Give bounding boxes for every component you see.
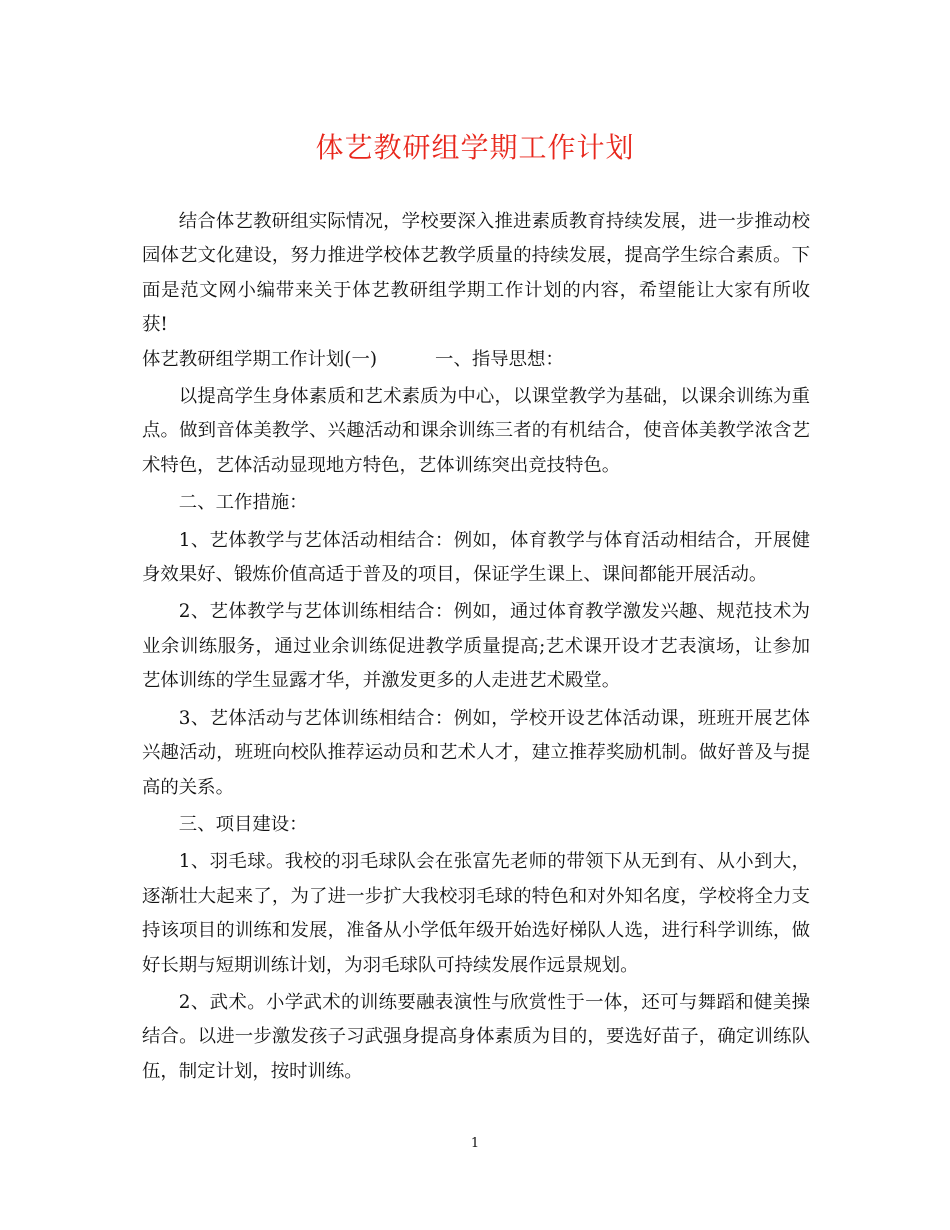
measure-1-paragraph: 1、艺体教学与艺体活动相结合：例如，体育教学与体育活动相结合，开展健身效果好、锻炼价值高适于普及的项目，保证学生课上、课间都能开展活动。 <box>142 529 810 586</box>
project-2-paragraph: 2、武术。小学武术的训练要融表演性与欣赏性于一体，还可与舞蹈和健美操结合。以进一步激发孩子习武强身提高身体素质为目的，要选好苗子，确定训练队伍，制定计划，按时训练。 <box>142 991 810 1082</box>
plan-heading-line <box>142 343 810 377</box>
project-1-paragraph: 1、羽毛球。我校的羽毛球队会在张富先老师的带领下从无到有、从小到大，逐渐壮大起来了，为了进一步扩大我校羽毛球的特色和对外知名度，学校将全力支持该项目的训练和发展，准备从小学低年级开始选好梯队人选，进行科学训练，做好长期与短期训练计划，为羽毛球队可持续发展作远景规划。 <box>142 851 810 976</box>
document-title: 体艺教研组学期工作计划 <box>315 131 635 164</box>
page-number: 1 <box>470 1136 480 1151</box>
section2-heading: 二、工作措施： <box>178 492 308 514</box>
section3-heading: 三、项目建设： <box>178 813 308 835</box>
document-body <box>142 205 810 1089</box>
plan-heading: 体艺教研组学期工作计划(一) <box>142 348 378 370</box>
section1-paragraph: 以提高学生身体素质和艺术素质为中心，以课堂教学为基础，以课余训练为重点。做到音体美教学、兴趣活动和课余训练三者的有机结合，使音体美教学浓含艺术特色，艺体活动显现地方特色，艺体训练突出竞技特色。 <box>142 386 810 476</box>
measure-2-paragraph: 2、艺体教学与艺体训练相结合：例如，通过体育教学激发兴趣、规范技术为业余训练服务，通过业余训练促进教学质量提高;艺术课开设才艺表演场，让参加艺体训练的学生显露才华，并激发更多的人走进艺术殿堂。 <box>142 601 810 692</box>
section1-heading: 一、指导思想： <box>435 348 564 370</box>
measure-3-paragraph: 3、艺体活动与艺体训练相结合：例如，学校开设艺体活动课，班班开展艺体兴趣活动，班班向校队推荐运动员和艺术人才，建立推荐奖励机制。做好普及与提高的关系。 <box>142 707 810 798</box>
intro-paragraph: 结合体艺教研组实际情况，学校要深入推进素质教育持续发展，进一步推动校园体艺文化建设，努力推进学校体艺教学质量的持续发展，提高学生综合素质。下面是范文网小编带来关于体艺教研组学期工作计划的内容，希望能让大家有所收获! <box>142 211 810 336</box>
